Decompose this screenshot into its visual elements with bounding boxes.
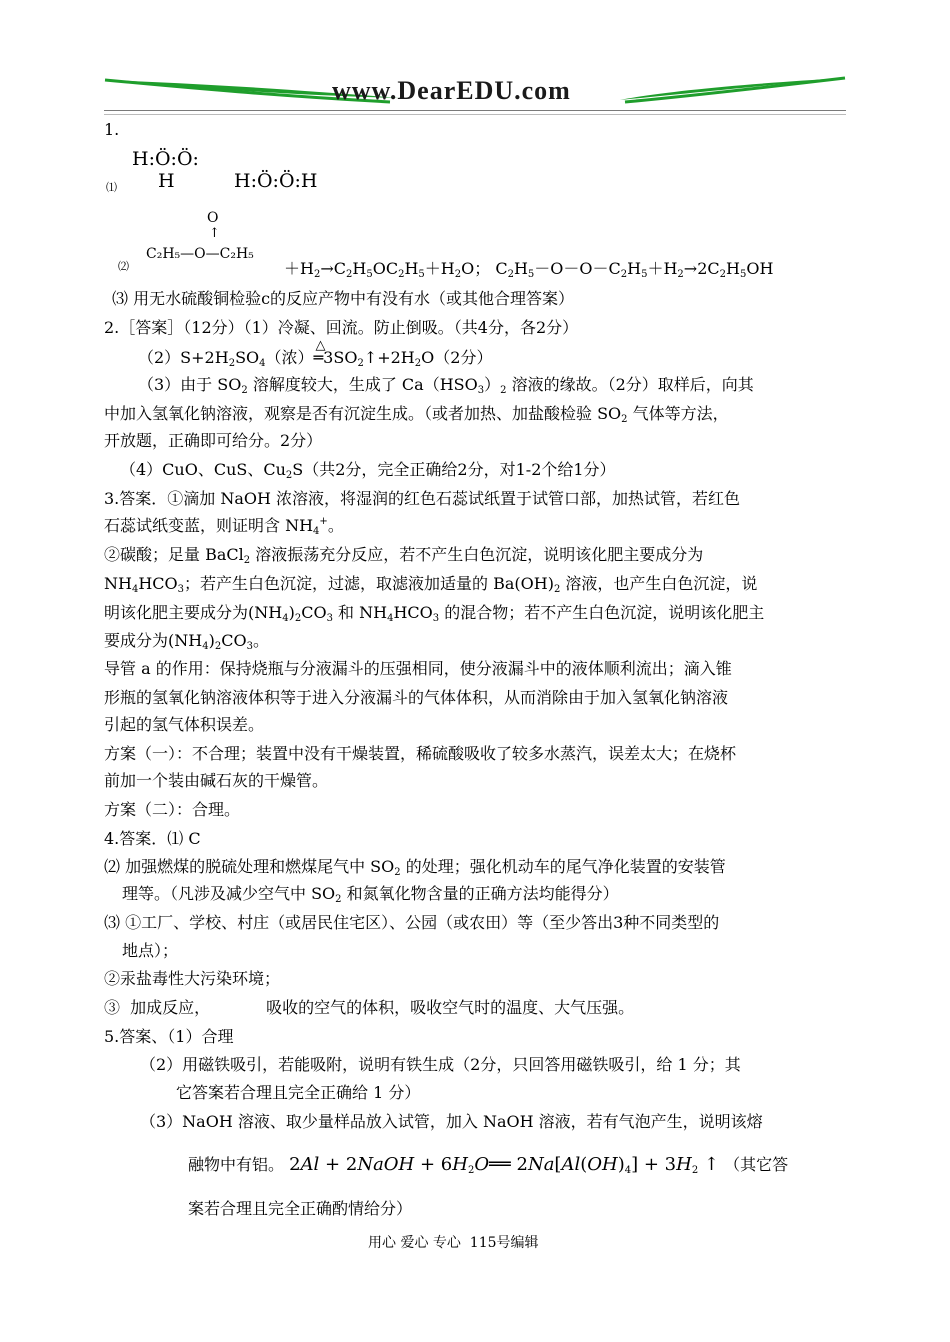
lewis1-row1: H:Ö:Ö:	[132, 148, 199, 170]
q1-equation: $+H_2\to C_2H_5OC_2H_5+H_2O$； $C_2H_5-O-O-C_2H_5+H_2\to 2C_2H_5OH$	[284, 259, 774, 280]
q4-line7: ③ 加成反应， 吸收的空气的体积，吸收空气时的温度、大气压强。	[104, 998, 635, 1017]
header-banner	[100, 70, 850, 110]
q1-part3: ⑶ 用无水硫酸铜检验c的反应产物中有没有水（或其他合理答案）	[112, 289, 575, 308]
q5-line2: （2）用磁铁吸引，若能吸附，说明有铁生成（2分，只回答用磁铁吸引，给 1 分；其	[140, 1055, 741, 1074]
q3-line9: 引起的氢气体积误差。	[104, 715, 265, 734]
q5-line4: （3）NaOH 溶液、取少量样品放入试管，加入 NaOH 溶液，若有气泡产生，说明该熔	[140, 1112, 763, 1131]
q4-line1: 4.答案．⑴ C	[104, 829, 201, 848]
site-logo: www.DearEDU.com	[332, 76, 571, 105]
q3-line8: 形瓶的氢氧化钠溶液体积等于进入分液漏斗的气体体积，从而消除由于加入氢氧化钠溶液	[104, 688, 729, 707]
q3-line12: 方案（二）：合理。	[104, 800, 241, 819]
q4-line4: ⑶ ①工厂、学校、村庄（或居民住宅区）、公园（或农田）等（至少答出3种不同类型的	[104, 913, 720, 932]
q5-line3: 它答案若合理且完全正确给 1 分）	[176, 1083, 421, 1102]
q3-line5: 明该化肥主要成分为$(NH_4)_2CO_3$ 和 $NH_4HCO_3$ 的混合物；若不产生白色沉淀，说明该化肥主	[104, 603, 765, 624]
q3-line6: 要成分为$(NH_4)_2CO_3$。	[104, 631, 269, 652]
peroxide-arrow: ↑	[209, 226, 220, 241]
header-rule-thin	[104, 114, 846, 115]
q2-line5: 开放题，正确即可给分。2分）	[104, 431, 323, 450]
q5-line5: 融物中有铝。 2Al + 2NaOH + $6H_2O══$ $2Na[Al(OH)_4] + 3H_2$ ↑ （其它答	[188, 1154, 789, 1176]
q4-line5: 地点）；	[122, 941, 179, 960]
q4-line6: ②汞盐毒性大污染环境；	[104, 969, 281, 988]
q2-line2: $(2)S+2H_2SO_4$（浓） △ $═3SO_2↑+2H_2O(2$分）	[138, 338, 493, 369]
q2-line1: 2.［答案］（12分）（1）冷凝、回流。防止倒吸。（共4分，各2分）	[104, 318, 579, 337]
aluminium-equation: 2Al + 2NaOH + $6H_2O══$ $2Na[Al(OH)_4] + 3H_2$ ↑	[289, 1154, 720, 1176]
q1-part1-label: ⑴	[106, 181, 117, 194]
header-rule	[104, 110, 846, 111]
heat-symbol: △	[315, 338, 326, 353]
q3-line2: 石蕊试纸变蓝，则证明含 $NH_4^+$。	[104, 516, 344, 537]
q2-line4: 中加入氢氧化钠溶液，观察是否有沉淀生成。（或者加热、加盐酸检验 $SO_2$ 气体等方法，	[104, 404, 729, 425]
q3-line4: $NH_4HCO_3$；若产生白色沉淀，过滤，取滤液加适量的 $Ba(OH)_2$ 溶液，也产生白色沉淀，说	[104, 574, 758, 595]
q1-number: 1.	[104, 120, 120, 139]
lewis1-row2: H	[158, 170, 175, 192]
q5-line1: 5.答案、（1）合理	[104, 1027, 234, 1046]
q2-line3: （3）由于 $SO_2$ 溶解度较大，生成了 $Ca(HSO_3)_2$ 溶液的缘故。（2分）取样后，向其	[138, 375, 754, 396]
page-footer: 用心 爱心 专心 115号编辑	[368, 1235, 539, 1251]
q3-line7: 导管 a 的作用：保持烧瓶与分液漏斗的压强相同，使分液漏斗中的液体顺利流出；滴入锥	[104, 659, 732, 678]
lewis-structure-2: H:Ö:Ö:H	[234, 170, 318, 192]
peroxide-structure: C₂H₅—O—C₂H₅	[146, 246, 254, 262]
q4-line3: 理等。（凡涉及减少空气中 $SO_2$ 和氮氧化物含量的正确方法均能得分）	[122, 884, 619, 905]
q3-line10: 方案（一）：不合理；装置中没有干燥装置，稀硫酸吸收了较多水蒸汽，误差太大；在烧杯	[104, 744, 737, 763]
peroxide-o-top: O	[207, 210, 219, 226]
q4-line2: ⑵ 加强燃煤的脱硫处理和燃煤尾气中 $SO_2$ 的处理；强化机动车的尾气净化装置的安装管	[104, 857, 726, 878]
q3-line11: 前加一个装由碱石灰的干燥管。	[104, 771, 329, 790]
q2-line6: （4）CuO、CuS、$Cu_2S$（共2分，完全正确给2分，对1-2个给1分）	[120, 460, 616, 481]
q5-line6: 案若合理且完全正确酌情给分）	[188, 1199, 413, 1218]
q1-part2-label: ⑵	[118, 260, 129, 273]
lewis-structure-1	[132, 148, 199, 192]
q3-line3: ②碳酸；足量 BaCl$_2$ 溶液振荡充分反应，若不产生白色沉淀，说明该化肥主要成分为	[104, 545, 704, 566]
q3-line1: 3.答案．①滴加 NaOH 浓溶液，将湿润的红色石蕊试纸置于试管口部，加热试管，若红色	[104, 489, 741, 508]
